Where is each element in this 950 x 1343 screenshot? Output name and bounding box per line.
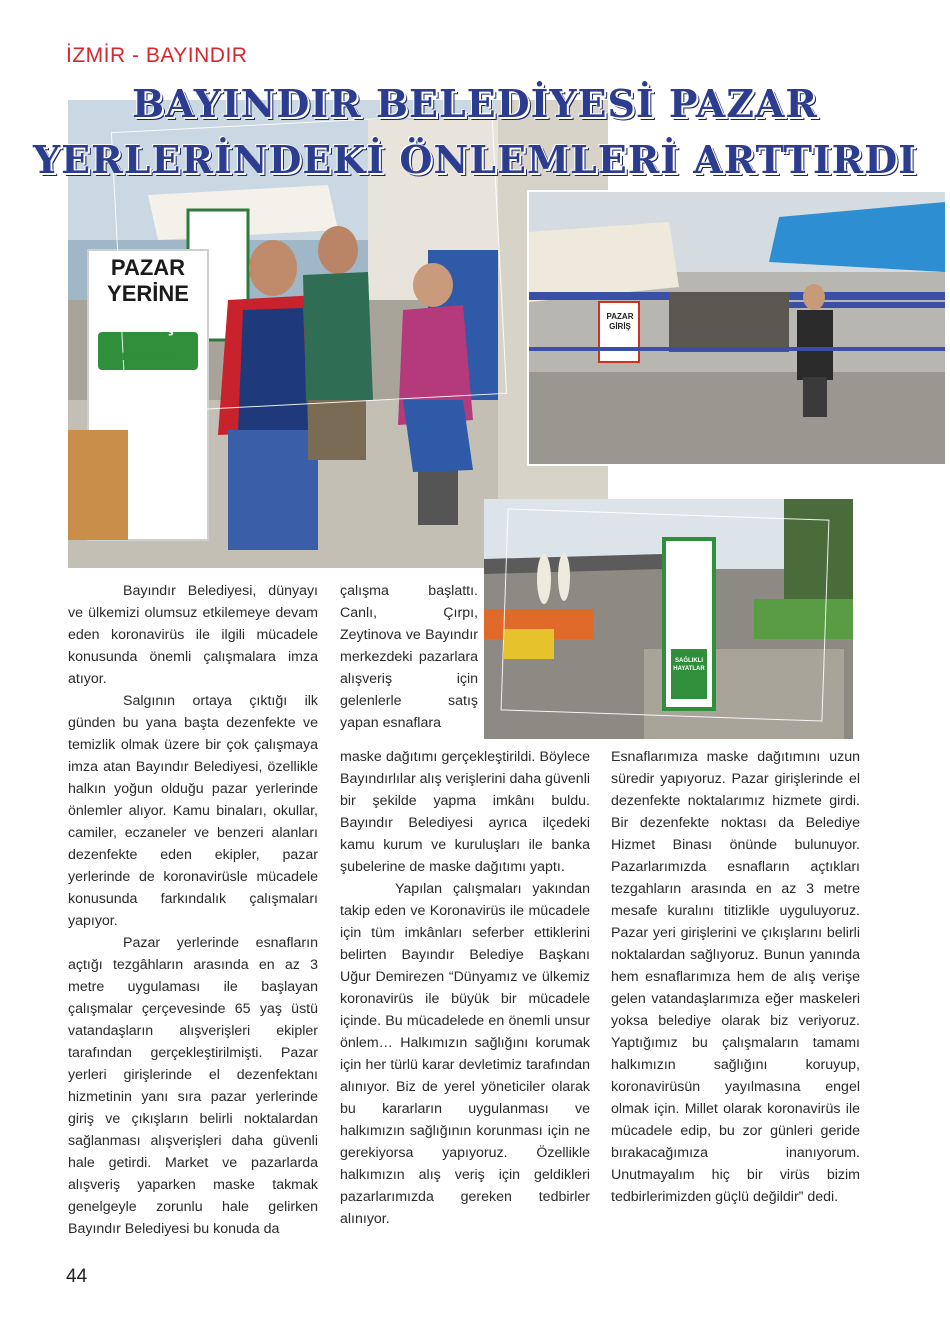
bottom-photo bbox=[484, 499, 853, 739]
paragraph: Pazar yerlerinde esnafların açtığı tezgâhların arasında en az 3 metre uygulaması ile başlayan çalışmalar çerçevesinde 65 yaş üstü vatandaşların alışverişleri ekipler tarafından gerçekleştirilmişti. Pazar yerleri girişlerinde el dezenfektanı hizmetinin yanı sıra pazar yerlerinde giriş ve çıkışların belirli noktalardan sağlanması alışverişleri daha güvenli hale getirdi. Market ve pazarlarda alışveriş yaparken maske takmak genelgeyle zorunlu hale gelirken Bayındır Belediyesi bu konuda da bbox=[68, 935, 318, 1237]
sign-pazar-yerine-giris bbox=[96, 255, 200, 363]
section-label: İZMİR - BAYINDIR bbox=[66, 44, 248, 67]
sign-logo: BAYINDIR bbox=[121, 351, 175, 363]
paragraph: Salgının ortaya çıktığı ilk günden bu yana başta dezenfekte ve temizlik olmak üzere bir çok çalışmaya imza atan Bayındır Belediyesi, özellikle halkın yoğun olduğu pazar yerlerinde önlemler alıyor. Kamu binaları, okullar, camiler, eczaneler ve benzeri alanları dezenfekte eden ekipler, pazar yerlerinde de koronavirüsle mücadele konusunda farkındalık çalışmaları yapıyor. bbox=[68, 693, 318, 929]
sign-line-2: YERİNE bbox=[107, 281, 189, 306]
headline-line-2: YERLERİNDEKİ ÖNLEMLERİ ARTTIRDI bbox=[33, 137, 917, 182]
paragraph: Bayındır Belediyesi, dünyayı ve ülkemizi olumsuz etkilemeye devam eden koronavirüs ile ilgili mücadele konusunda önemli çalışmalara imza atıyor. bbox=[68, 583, 318, 687]
paragraph: Esnaflarımıza maske dağıtımını uzun süredir yapıyoruz. Pazar girişlerinde el dezenfekte noktalarımız hizmete girdi. Bir dezenfekte noktası da Belediye Hizmet Binası önünde bulunuyor. Pazarlarımızda esnafların açtıkları tezgahların arasında en az 3 metre mesafe kuralını titizlikle uyguluyoruz. Pazar yeri girişlerini ve çıkışlarını belirli noktalardan sağlıyoruz. Bunun yanında hem esnaflarımıza hem de alış verişe gelen vatandaşlarımıza eğer maskeleri yoksa belediye olarak biz veriyoruz. Yaptığımız bu çalışmaların tamamı halkımızın sağlığını koruyup, koronavirüsün yayılmasına engel olmak için. Millet olarak koronavirüs ile mücadele edip, bu zor günleri geride bırakacağımıza inanıyorum. Unutmayalım hiç bir virüs bizim tedbirlerimizden güçlü değildir” dedi. bbox=[611, 749, 860, 1205]
body-column-3 bbox=[611, 746, 860, 1208]
top-right-photo bbox=[527, 190, 947, 466]
sign-line-1: PAZAR bbox=[110, 255, 186, 280]
sign-line-3: GİRİŞ bbox=[118, 311, 178, 336]
paragraph: maske dağıtımı gerçekleştirildi. Böylece Bayındırlılar alış verişlerini daha güvenli bir şekilde yapma imkânı buldu. Bayındır Belediyesi ayrıca ilçedeki kamu kurum ve kuruluşları ile banka şubelerine de maske dağıtımı yaptı. bbox=[340, 749, 590, 875]
page-number: 44 bbox=[66, 1266, 88, 1287]
paragraph: çalışma başlattı. Canlı, Çırpı, Zeytinova ve Bayındır merkezdeki pazarlara alışveriş için gelenlerle satış yapan esnaflara bbox=[340, 583, 478, 731]
body-column-2 bbox=[340, 746, 590, 1230]
body-column-2-top bbox=[340, 580, 478, 734]
headline-line-1: BAYINDIR BELEDİYESİ PAZAR bbox=[131, 81, 818, 126]
headline bbox=[0, 76, 950, 188]
sign-pazar-giris: PAZAR GİRİŞ bbox=[606, 312, 634, 331]
body-column-1 bbox=[68, 580, 318, 1240]
stand-banner: SAĞLIKLI HAYATLAR bbox=[673, 658, 705, 672]
paragraph: Yapılan çalışmaları yakından takip eden ve Koronavirüs ile mücadele için tüm imkânları seferber ettiklerini belirten Bayındır Belediye Başkanı Uğur Demirezen “Dünyamız ve ülkemiz koronavirüs ile büyük bir mücadele içinde. Bu mücadelede en önemli unsur önlem… Halkımızın sağlığını korumak için her türlü karar devletimiz tarafından alınıyor. Biz de yerel yöneticiler olarak bu kararların uygulanması ve halkımızın sağlığının korunması için ne gerekiyorsa yapıyoruz. Özellikle halkımızın alış veriş için geldikleri pazarlarımızda gereken tedbirler alınıyor. bbox=[340, 881, 590, 1227]
